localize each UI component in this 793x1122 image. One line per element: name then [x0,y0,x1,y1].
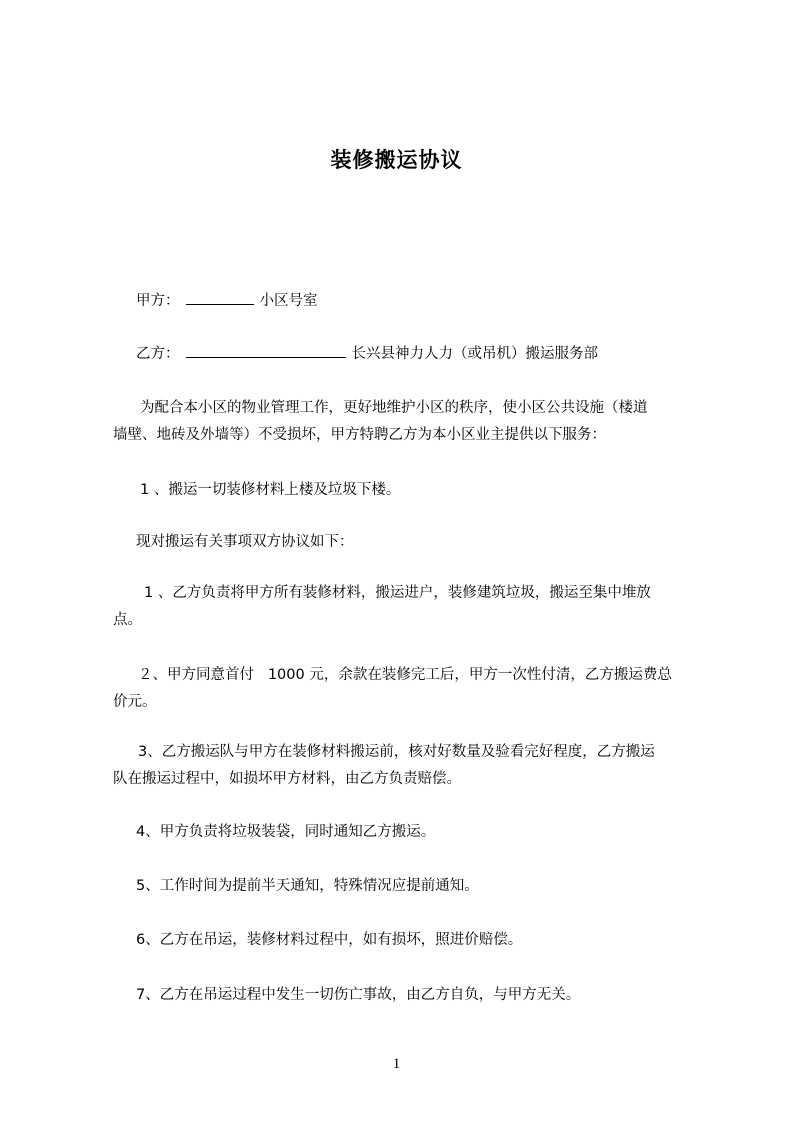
clause-5: 5、工作时间为提前半天通知，特殊情况应提前通知。 [136,878,479,894]
clause-1-line-2: 点。 [113,612,142,628]
party-a-suffix: 小区号室 [259,293,318,309]
party-a-line [136,291,318,310]
party-b-line [136,344,598,363]
clause-2-line-2: 价元。 [113,694,157,710]
clause-2-line-1: ２、甲方同意首付 1000 元，余款在装修完工后，甲方一次性付清，乙方搬运费总 [138,667,672,683]
agreement-intro: 现对搬运有关事项双方协议如下： [136,534,354,550]
intro-line-1: 为配合本小区的物业管理工作，更好地维护小区的秩序，使小区公共设施（楼道 [140,400,648,416]
intro-line-2: 墙壁、地砖及外墙等）不受损坏，甲方特聘乙方为本小区业主提供以下服务： [113,427,606,443]
clause-4: 4、甲方负责将垃圾装袋，同时通知乙方搬运。 [136,824,436,840]
document-title: 装修搬运协议 [330,148,463,172]
party-b-blank [186,344,346,358]
clause-1-line-1: 1 、乙方负责将甲方所有装修材料，搬运进户，装修建筑垃圾，搬运至集中堆放 [144,585,651,601]
clause-6: 6、乙方在吊运，装修材料过程中，如有损坏，照进价赔偿。 [136,932,523,948]
clause-3-line-1: 3、乙方搬运队与甲方在装修材料搬运前，核对好数量及验看完好程度，乙方搬运 [138,744,655,760]
party-a-label: 甲方： [136,293,180,309]
clause-3-line-2: 队在搬运过程中，如损坏甲方材料，由乙方负责赔偿。 [113,771,461,787]
party-b-label: 乙方： [136,346,180,362]
party-b-suffix: 长兴县神力人力（或吊机）搬运服务部 [351,346,598,362]
clause-7: 7、乙方在吊运过程中发生一切伤亡事故，由乙方自负，与甲方无关。 [136,987,581,1003]
party-a-blank [186,291,254,305]
page-number: 1 [392,1056,401,1072]
service-item: 1 、搬运一切装修材料上楼及垃圾下楼。 [140,482,401,498]
